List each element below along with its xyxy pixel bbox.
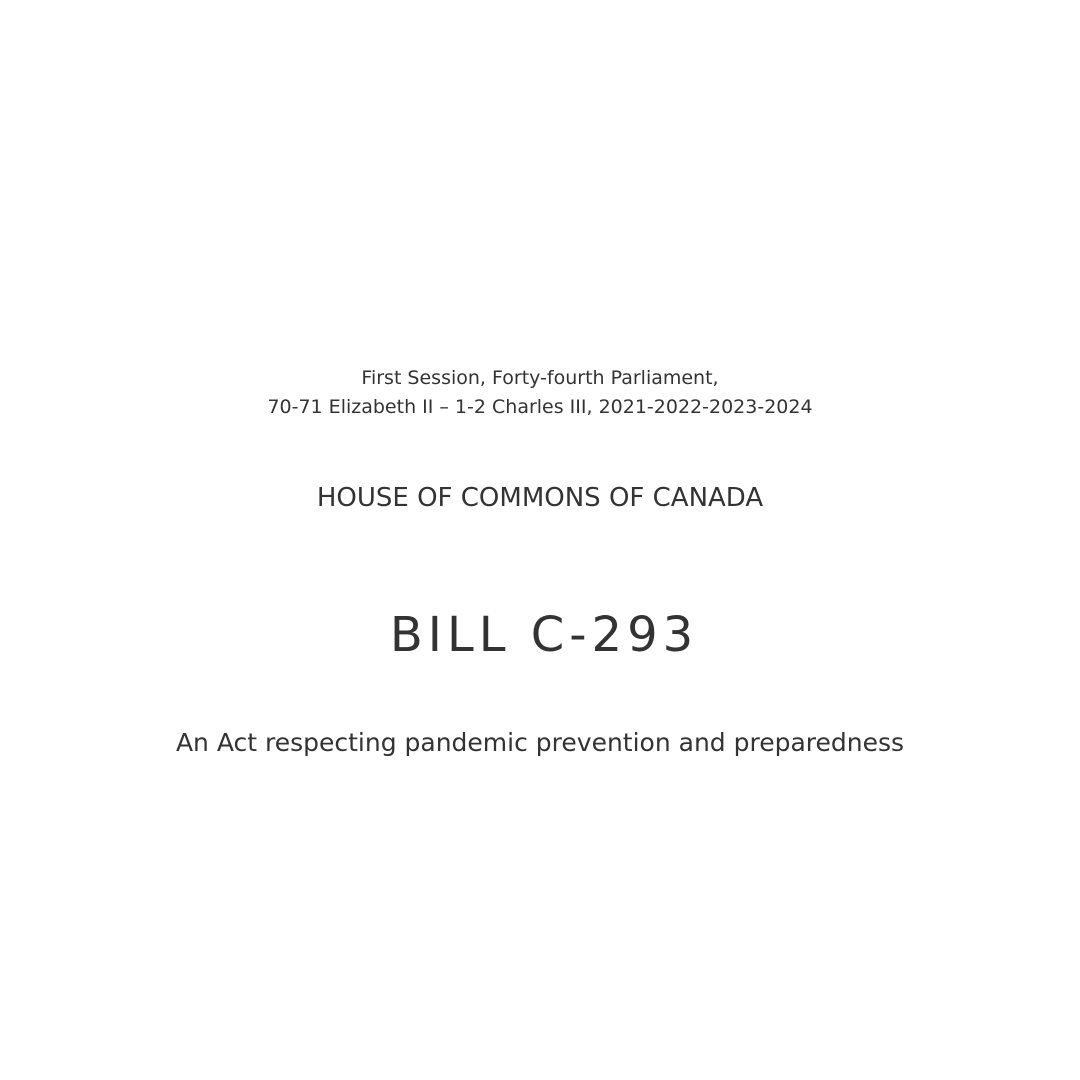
session-line: First Session, Forty-fourth Parliament,	[361, 367, 719, 389]
bill-title: An Act respecting pandemic prevention and preparedness	[175, 728, 905, 757]
bill-number: BILL C-293	[389, 607, 699, 663]
regnal-years-line: 70-71 Elizabeth II – 1-2 Charles III, 2021-2022-2023-2024	[267, 396, 813, 418]
chamber-heading: HOUSE OF COMMONS OF CANADA	[316, 483, 764, 513]
